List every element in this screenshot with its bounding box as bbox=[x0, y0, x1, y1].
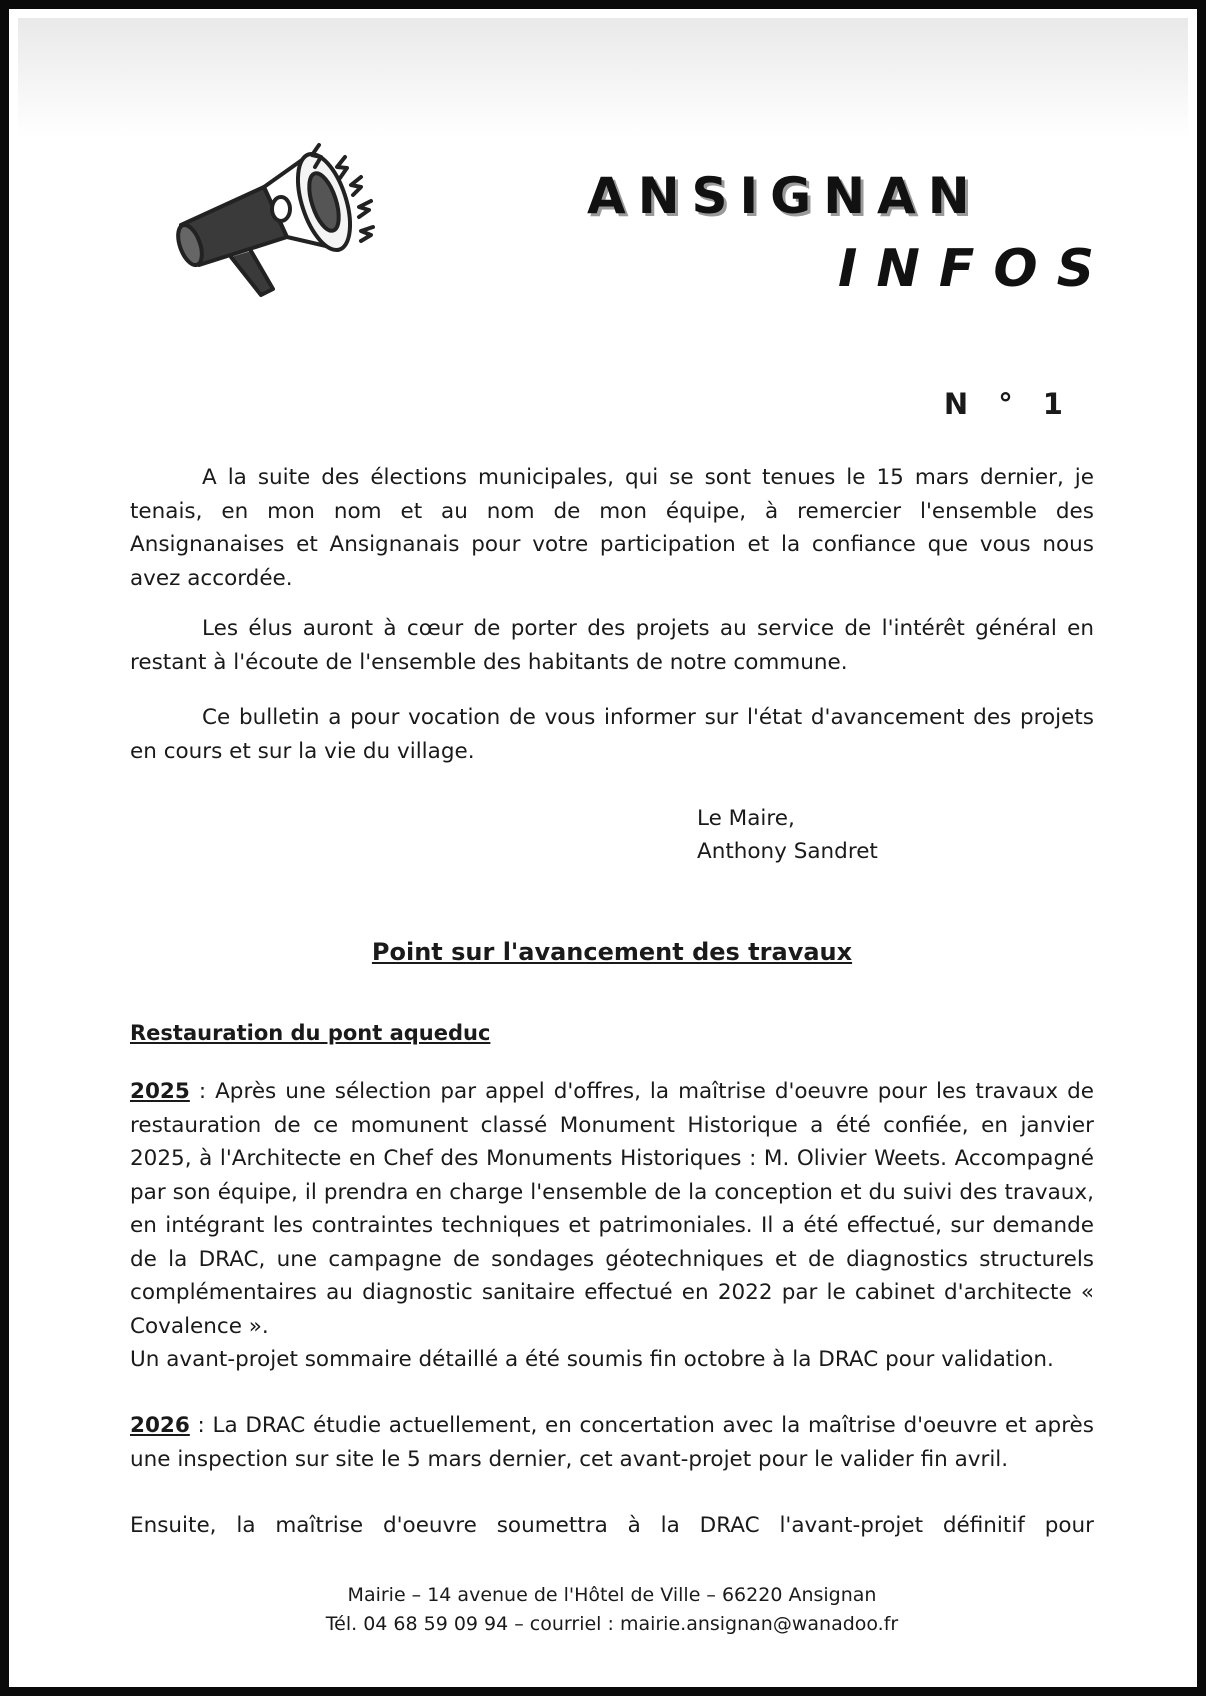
footer-contact: Tél. 04 68 59 09 94 – courriel : mairie.ansignan@wanadoo.fr bbox=[325, 1613, 899, 1635]
year-2026: 2026 bbox=[130, 1413, 190, 1438]
intro-paragraph-1: A la suite des élections municipales, qui se sont tenues le 15 mars dernier, je tenais, en mon nom et au nom de mon équipe, à remercier l'ensemble des Ansignanaises et Ansignanais pour votre participation et la confiance que vous nous avez accordée. bbox=[130, 465, 1094, 591]
paragraph-2025 bbox=[130, 1075, 1094, 1343]
signature-role: Le Maire, bbox=[697, 806, 795, 831]
issue-number: N ° 1 bbox=[943, 387, 1073, 421]
newsletter-subtitle: INFOS bbox=[838, 239, 1114, 299]
intro-paragraph-3: Ce bulletin a pour vocation de vous informer sur l'état d'avancement des projets en cours et sur la vie du village. bbox=[130, 705, 1094, 764]
megaphone-icon bbox=[169, 137, 399, 312]
subsection-title: Restauration du pont aqueduc bbox=[130, 1021, 491, 1045]
text-2025: : Après une sélection par appel d'offres, la maîtrise d'oeuvre pour les travaux de restauration de ce momunent classé Monument Historique a été confiée, en janvier 2025, à l'Architecte en Chef des Monuments Historiques : M. Olivier Weets. Accompagné par son équipe, il prendra en charge l'ensemble de la conception et du suivi des travaux, en intégrant les contraintes techniques et patrimoniales. Il a été effectué, sur demande de la DRAC, une campagne de sondages géotechniques et de diagnostics structurels complémentaires au diagnostic sanitaire effectué en 2022 par le cabinet d'architecte « Covalence ». bbox=[130, 1079, 1094, 1339]
paragraph-2026-b: Ensuite, la maîtrise d'oeuvre soumettra à la DRAC l'avant-projet définitif pour bbox=[130, 1513, 1094, 1538]
year-2025: 2025 bbox=[130, 1079, 190, 1104]
footer bbox=[9, 1581, 1206, 1639]
section-title: Point sur l'avancement des travaux bbox=[371, 938, 853, 966]
text-2026: : La DRAC étudie actuellement, en concertation avec la maîtrise d'oeuvre et après une inspection sur site le 5 mars dernier, cet avant-projet pour le valider fin avril. bbox=[130, 1413, 1094, 1472]
paragraph-2026 bbox=[130, 1409, 1094, 1476]
signature-name: Anthony Sandret bbox=[697, 839, 878, 864]
footer-address: Mairie – 14 avenue de l'Hôtel de Ville – 66220 Ansignan bbox=[347, 1584, 877, 1606]
intro-paragraph-2: Les élus auront à cœur de porter des projets au service de l'intérêt général en restant à l'écoute de l'ensemble des habitants de notre commune. bbox=[130, 616, 1094, 675]
paragraph-2025-b: Un avant-projet sommaire détaillé a été soumis fin octobre à la DRAC pour validation. bbox=[130, 1347, 1054, 1372]
page-shadow bbox=[18, 18, 1188, 138]
newsletter-title: ANSIGNAN bbox=[587, 167, 982, 225]
